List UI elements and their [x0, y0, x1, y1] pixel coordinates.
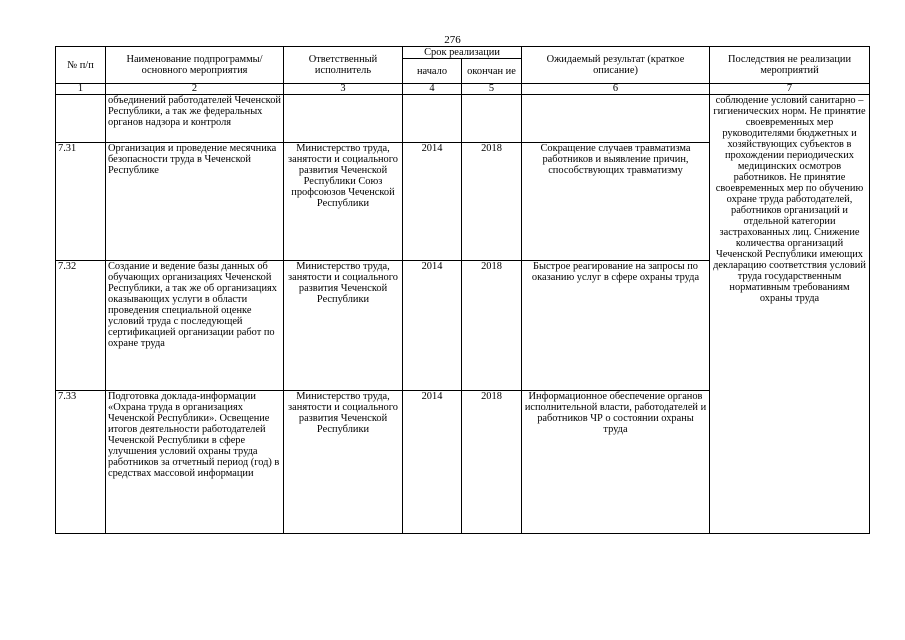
- column-number: 7: [710, 84, 870, 95]
- column-number-row: [56, 84, 870, 95]
- measures-table: [55, 46, 870, 534]
- header-num: № п/п: [56, 47, 106, 84]
- row-name-cell: Организация и проведение месячника безопасности труда в Чеченской Республике: [106, 143, 284, 261]
- row-result-cell: Сокращение случаев травматизма работников и выявление причин, способствующих травматизму: [522, 143, 710, 261]
- row-name-cell: Создание и ведение базы данных об обучающих организациях Чеченской Республики, а так же об организациях оказывающих услуги в области проведения специальной оценке условий труда с последующей сертификацией организации работ по охране труда: [106, 261, 284, 391]
- continuation-row: [56, 95, 870, 143]
- row-name-cell: объединений работодателей Чеченской Республики, а так же федеральных органов надзора и контроля: [106, 95, 284, 143]
- header-name: Наименование подпрограммы/ основного мероприятия: [106, 47, 284, 84]
- row-num-cell: [56, 95, 106, 143]
- row-end-cell: 2018: [462, 391, 522, 534]
- row-responsible-cell: [284, 95, 403, 143]
- row-start-cell: 2014: [403, 261, 462, 391]
- row-result-cell: [522, 95, 710, 143]
- row-num-cell: 7.32: [56, 261, 106, 391]
- row-result-cell: Быстрое реагирование на запросы по оказанию услуг в сфере охраны труда: [522, 261, 710, 391]
- header-start: начало: [403, 59, 462, 84]
- row-num-cell: 7.31: [56, 143, 106, 261]
- row-result-cell: Информационное обеспечение органов исполнительной власти, работодателей и работников ЧР о состоянии охраны труда: [522, 391, 710, 534]
- row-end-cell: [462, 95, 522, 143]
- column-number: 5: [462, 84, 522, 95]
- column-number: 3: [284, 84, 403, 95]
- consequences-cell: соблюдение условий санитарно – гигиенических норм. Не принятие своевременных мер руководителями бюджетных и хозяйствующих субъектов в прохождении периодических медицинских осмотров работников. Не принятие своевременных мер по обучению охране труда работодателей, работников организаций и отдельной категории застрахованных лиц. Снижение количества организаций Чеченской Республики имеющих декларацию соответствия условий труда государственным нормативным требованиям охраны труда: [710, 95, 870, 534]
- header-responsible: Ответственный исполнитель: [284, 47, 403, 84]
- page-number: 276: [444, 34, 461, 46]
- row-start-cell: [403, 95, 462, 143]
- column-number: 1: [56, 84, 106, 95]
- row-start-cell: 2014: [403, 391, 462, 534]
- header-row-1: [56, 47, 870, 59]
- row-responsible-cell: Министерство труда, занятости и социального развития Чеченской Республики: [284, 261, 403, 391]
- row-num-cell: 7.33: [56, 391, 106, 534]
- row-responsible-cell: Министерство труда, занятости и социального развития Чеченской Республики: [284, 391, 403, 534]
- column-number: 6: [522, 84, 710, 95]
- header-end: окончан ие: [462, 59, 522, 84]
- row-responsible-cell: Министерство труда, занятости и социального развития Чеченской Республики Союз профсоюзов Чеченской Республики: [284, 143, 403, 261]
- column-number: 4: [403, 84, 462, 95]
- column-number: 2: [106, 84, 284, 95]
- row-end-cell: 2018: [462, 143, 522, 261]
- header-consequences: Последствия не реализации мероприятий: [710, 47, 870, 84]
- header-result: Ожидаемый результат (краткое описание): [522, 47, 710, 84]
- row-end-cell: 2018: [462, 261, 522, 391]
- header-term: Срок реализации: [403, 47, 522, 59]
- row-name-cell: Подготовка доклада-информации «Охрана труда в организациях Чеченской Республики». Освещение итогов деятельности работодателей Чеченской Республики в сфере улучшения условий охраны труда работников за отчетный период (год) в средствах массовой информации: [106, 391, 284, 534]
- row-start-cell: 2014: [403, 143, 462, 261]
